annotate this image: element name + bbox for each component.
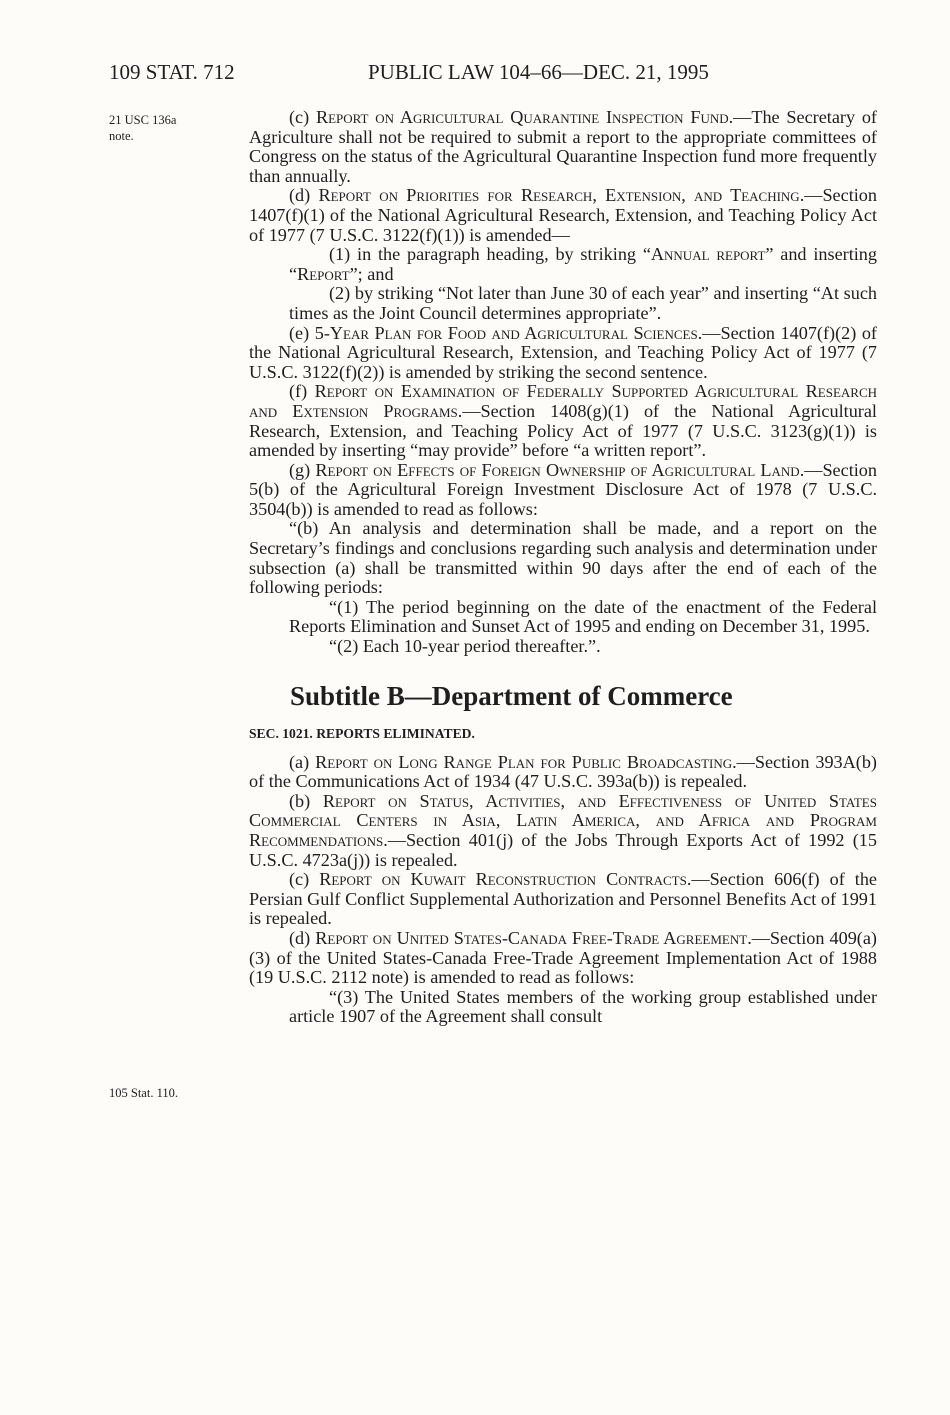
paragraph-d: (d) Report on Priorities for Research, Extension, and Teaching.—Section 1407(f)(1) of the National Agricultural Research, Extension, and Teaching Policy Act of 1977 (7 U.S.C. 3122(f)(1)) is amended— — [249, 185, 877, 245]
margin-note-usc-line-1: 21 USC 136a — [109, 113, 177, 127]
paragraph-d-2: (2) by striking “Not later than June 30 of each year” and inserting “At such times as the Joint Council determines appropriate”. — [289, 283, 877, 323]
running-head — [0, 60, 950, 90]
section-heading: SEC. 1021. REPORTS ELIMINATED. — [249, 725, 475, 741]
paragraph-g: (g) Report on Effects of Foreign Ownership of Agricultural Land.—Section 5(b) of the Agricultural Foreign Investment Disclosure Act of 1978 (7 U.S.C. 3504(b)) is amended to read as follows: — [249, 459, 877, 519]
paragraph-g-heading: Report on Effects of Foreign Ownership of Agricultural Land — [315, 459, 800, 480]
section-paragraph-d: (d) Report on United States-Canada Free-Trade Agreement.—Section 409(a)(3) of the United States-Canada Free-Trade Agreement Implementation Act of 1988 (19 U.S.C. 2112 note) is amended to read as follows: — [249, 927, 877, 988]
paragraph-f-heading: Report on Examination of Federally Supported Agricultural Research and Extension Programs — [249, 381, 878, 421]
paragraph-g-quote-2: “(2) Each 10-year period thereafter.”. — [329, 636, 601, 657]
margin-note-stat: 105 Stat. 110. — [109, 1086, 178, 1100]
paragraph-c-heading: Report on Agricultural Quarantine Inspection Fund — [315, 107, 729, 127]
stat-page-number: 109 STAT. 712 — [109, 60, 235, 84]
paragraph-g-quote-1: “(1) The period beginning on the date of the enactment of the Federal Reports Elimination and Sunset Act of 1995 and ending on December 31, 1995. — [289, 596, 877, 637]
paragraph-e-heading: 5-Year Plan for Food and Agricultural Sciences — [314, 322, 698, 343]
paragraph-f: (f) Report on Examination of Federally Supported Agricultural Research and Extension Programs.—Section 1408(g)(1) of the National Agricultural Research, Extension, and Teaching Policy Act of 1977 (7 U.S.C. 3123(g)(1)) is amended by inserting “may provide” before “a written report”. — [249, 381, 878, 461]
margin-note-usc — [109, 112, 176, 144]
section-paragraph-a: (a) Report on Long Range Plan for Public Broadcasting.—Section 393A(b) of the Communications Act of 1934 (47 U.S.C. 393a(b)) is repealed. — [249, 751, 877, 792]
paragraph-c: (c) Report on Agricultural Quarantine Inspection Fund.—The Secretary of Agriculture shall not be required to submit a report to the appropriate committees of Congress on the status of the Agricultural Quarantine Inspection fund more frequently than annually. — [249, 107, 877, 186]
section-paragraph-d-quote: “(3) The United States members of the working group established under article 1907 of the Agreement shall consult — [289, 986, 877, 1027]
section-paragraph-b: (b) Report on Status, Activities, and Effectiveness of United States Commercial Centers in Asia, Latin America, and Africa and Program Recommendations.—Section 401(j) of the Jobs Through Exports Act of 1992 (15 U.S.C. 4723a(j)) is repealed. — [249, 790, 877, 870]
paragraph-d-1: (1) in the paragraph heading, by striking “Annual report” and inserting “Report”; and — [289, 244, 877, 284]
public-law-title: PUBLIC LAW 104–66—DEC. 21, 1995 — [368, 60, 709, 84]
paragraph-d-heading: Report on Priorities for Research, Extension, and Teaching — [318, 185, 800, 206]
paragraph-e: (e) 5-Year Plan for Food and Agricultural Sciences.—Section 1407(f)(2) of the National Agricultural Research, Extension, and Teaching Policy Act of 1977 (7 U.S.C. 3122(f)(2)) is amended by striking the second sentence. — [249, 322, 877, 382]
section-paragraph-c: (c) Report on Kuwait Reconstruction Contracts.—Section 606(f) of the Persian Gulf Conflict Supplemental Authorization and Personnel Benefits Act of 1991 is repealed. — [249, 869, 878, 929]
margin-note-usc-line-2: note. — [109, 129, 134, 143]
subtitle-heading: Subtitle B—Department of Commerce — [290, 680, 733, 711]
paragraph-g-quote: “(b) An analysis and determination shall be made, and a report on the Secretary’s findings and conclusions regarding such analysis and determination under subsection (a) shall be transmitted within 90 days after the end of each of the following periods: — [249, 518, 877, 598]
document-body — [249, 108, 877, 1027]
